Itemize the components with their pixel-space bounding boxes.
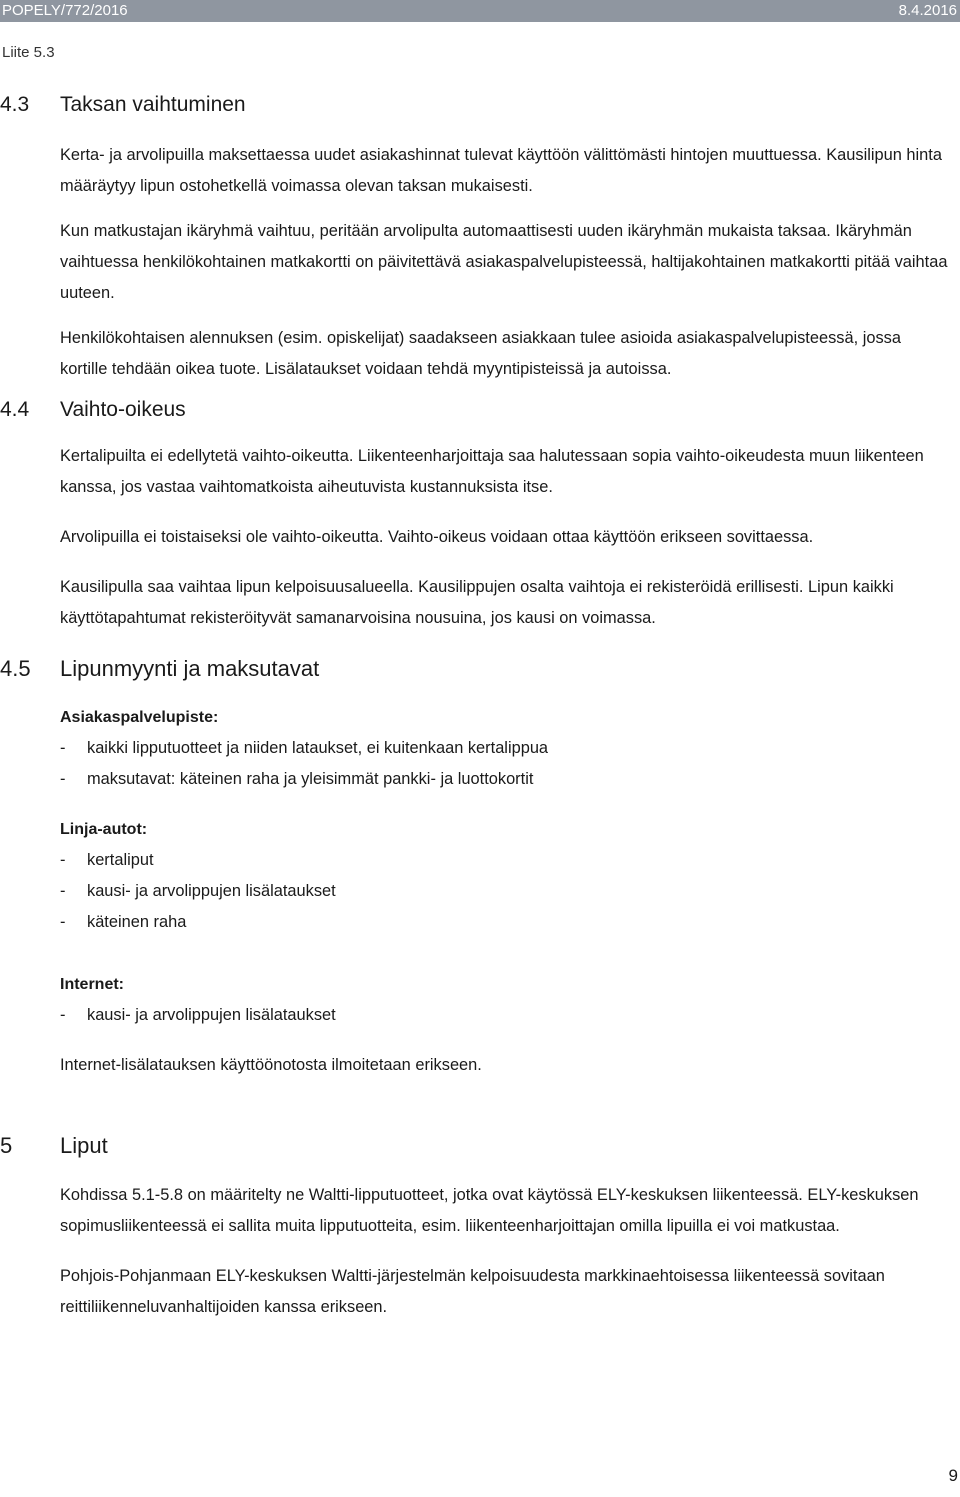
subheading-asiakaspalvelupiste: Asiakaspalvelupiste:: [60, 709, 219, 726]
section-heading-5: 5 Liput: [0, 1133, 108, 1158]
list-item: - kausi- ja arvolippujen lisälataukset: [60, 882, 336, 900]
paragraph: Internet-lisälatauksen käyttöönotosta ilmoitetaan erikseen.: [60, 1056, 482, 1074]
section-heading-4-4: 4.4 Vaihto-oikeus: [0, 398, 186, 421]
paragraph: Arvolipuilla ei toistaiseksi ole vaihto-oikeutta. Vaihto-oikeus voidaan ottaa käyttöön erikseen sovittaessa.: [60, 528, 814, 546]
paragraph: Kerta- ja arvolipuilla maksettaessa uudet asiakashinnat tulevat käyttöön välittömästi hintojen muuttuessa. Kausilipun hinta määräytyy lipun ostohetkellä voimassa olevan taksan mukaisesti.: [60, 146, 942, 195]
paragraph: Kertalipuilta ei edellytetä vaihto-oikeutta. Liikenteenharjoittaja saa halutessaan sopia vaihto-oikeudesta muun liikenteen kanssa, jos vastaa vaihtomatkoista aiheutuvista kustannuksista itse.: [60, 447, 924, 496]
section-heading-4-5: 4.5 Lipunmyynti ja maksutavat: [0, 656, 320, 681]
list-item: - kertaliput: [60, 851, 154, 869]
list-item: - kaikki lipputuotteet ja niiden lataukset, ei kuitenkaan kertalippua: [60, 739, 549, 757]
list-item: - kausi- ja arvolippujen lisälataukset: [60, 1006, 336, 1024]
page-number: 9: [948, 1466, 958, 1485]
document-body: [0, 90, 960, 1323]
paragraph: Henkilökohtaisen alennuksen (esim. opiskelijat) saadakseen asiakkaan tulee asioida asiakaspalvelupisteessä, jossa kortille tehdään oikea tuote. Lisälataukset voidaan tehdä myyntipisteissä ja autoissa.: [60, 329, 901, 378]
paragraph: Kausilipulla saa vaihtaa lipun kelpoisuusalueella. Kausilippujen osalta vaihtoja ei rekisteröidä erillisesti. Lipun kaikki käyttötapahtumat rekisteröityvät samanarvoisina nousuina, jos kausi on voimassa.: [60, 578, 894, 627]
paragraph: Kun matkustajan ikäryhmä vaihtuu, peritään arvolipulta automaattisesti uuden ikäryhmän mukaista taksaa. Ikäryhmän vaihtuessa henkilökohtainen matkakortti on päivitettävä asiakaspalvelupisteessä, haltijakohtainen matkakortti pitää vaihtaa uuteen.: [60, 222, 948, 302]
attachment-label: Liite 5.3: [2, 44, 55, 61]
subheading-linja-autot: Linja-autot:: [60, 821, 148, 838]
paragraph: Kohdissa 5.1-5.8 on määritelty ne Waltti-lipputuotteet, jotka ovat käytössä ELY-keskuksen liikenteessä. ELY-keskuksen sopimusliikenteessä ei sallita muita lipputuotteita, esim. liikenteenharjoittajan omilla lipuilla ei voi matkustaa.: [60, 1186, 919, 1235]
subheading-internet: Internet:: [60, 976, 124, 993]
list-item: - maksutavat: käteinen raha ja yleisimmät pankki- ja luottokortit: [60, 770, 534, 788]
document-date: 8.4.2016: [898, 2, 957, 19]
paragraph: Pohjois-Pohjanmaan ELY-keskuksen Waltti-järjestelmän kelpoisuudesta markkinaehtoisessa liikenteessä sovitaan reittiliikenneluvanhaltijoiden kanssa erikseen.: [60, 1267, 885, 1316]
document-id: POPELY/772/2016: [2, 2, 128, 19]
list-item: - käteinen raha: [60, 913, 187, 931]
document-header-bar: [0, 0, 960, 22]
section-heading-4-3: 4.3 Taksan vaihtuminen: [0, 93, 246, 116]
